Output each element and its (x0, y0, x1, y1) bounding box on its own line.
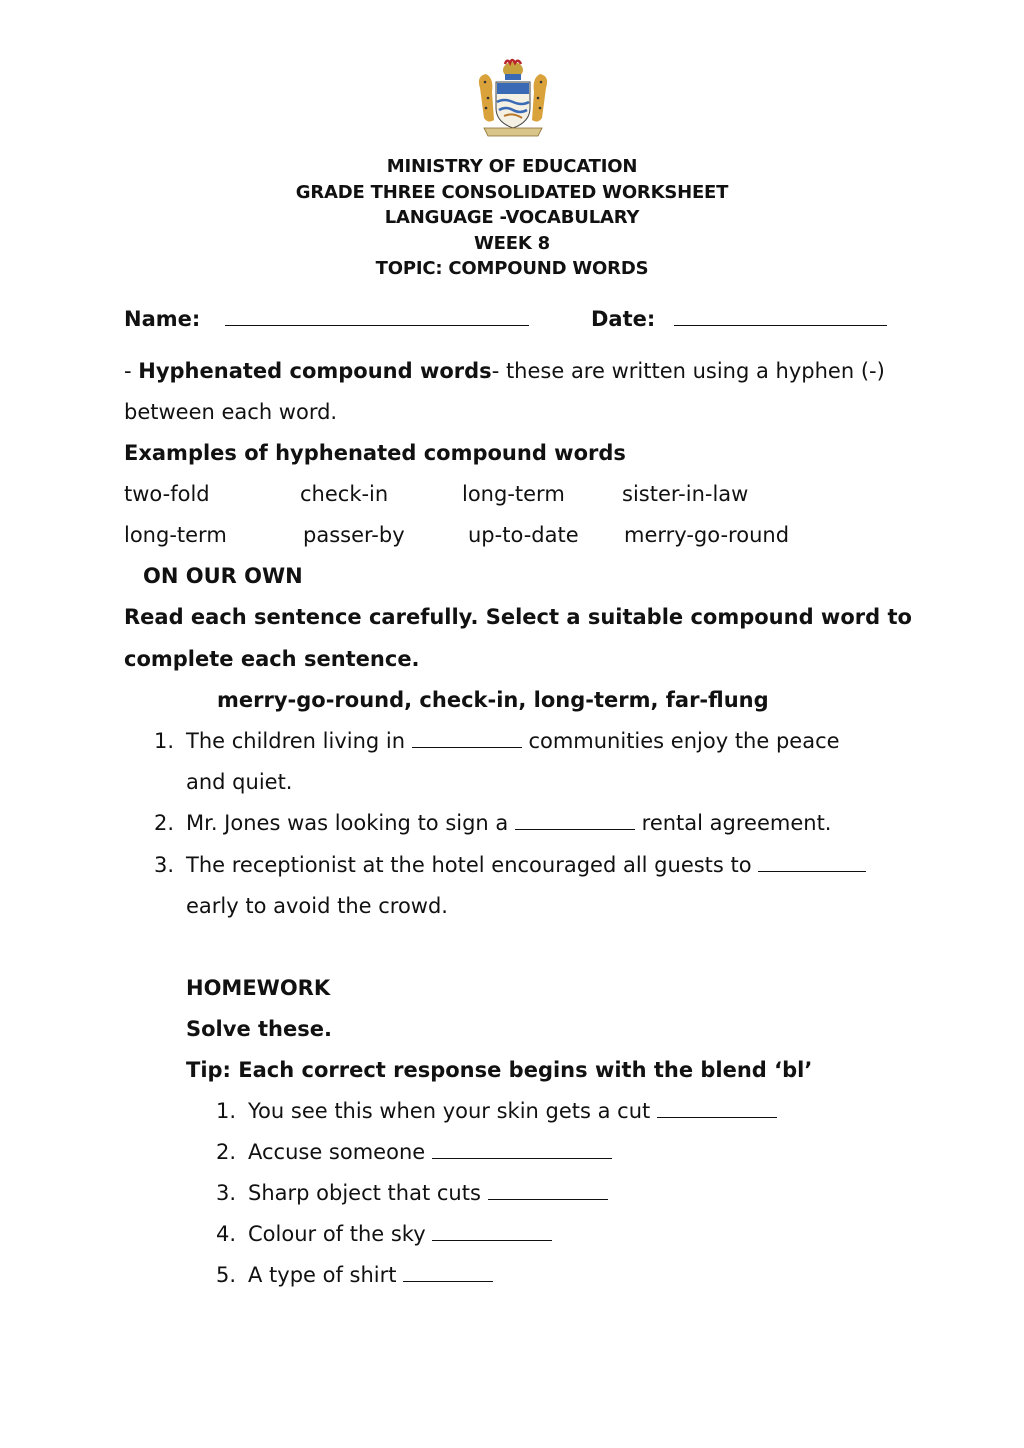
example-word: check-in (300, 482, 389, 506)
definition-text: - these are written using a hyphen (-) (491, 359, 885, 383)
item-number: 1. (215, 1099, 236, 1123)
sentence-text: rental agreement. (641, 811, 832, 835)
answer-blank[interactable] (403, 1263, 493, 1282)
homework-item (206, 1180, 608, 1206)
homework-text: A type of shirt (248, 1263, 397, 1287)
sentence-item (144, 728, 840, 754)
item-number: 5. (215, 1263, 236, 1287)
sentence-item (144, 810, 831, 836)
ministry-title: MINISTRY OF EDUCATION (386, 156, 638, 177)
answer-blank[interactable] (515, 811, 635, 830)
example-word: sister-in-law (622, 482, 749, 506)
definition-term: Hyphenated compound words (138, 359, 492, 383)
answer-blank[interactable] (412, 729, 522, 748)
example-word: up-to-date (468, 523, 579, 547)
answer-blank[interactable] (758, 853, 866, 872)
on-our-own-heading: ON OUR OWN (143, 564, 303, 588)
answer-blank[interactable] (432, 1140, 612, 1159)
instruction-line: Read each sentence carefully. Select a suitable compound word to (124, 605, 912, 629)
answer-blank[interactable] (432, 1222, 552, 1241)
date-field[interactable] (591, 306, 887, 332)
item-number: 2. (153, 811, 174, 835)
homework-item (206, 1221, 552, 1247)
examples-heading: Examples of hyphenated compound words (124, 441, 626, 465)
sentence-text: The children living in (186, 729, 406, 753)
week-title: WEEK 8 (474, 232, 550, 254)
example-word: merry-go-round (624, 523, 790, 547)
item-number: 1. (153, 729, 174, 753)
coat-of-arms-logo (474, 58, 552, 138)
name-field[interactable] (124, 306, 529, 332)
item-number: 2. (215, 1140, 236, 1164)
example-word: two-fold (124, 482, 210, 506)
worksheet-header (0, 154, 1024, 282)
answer-blank[interactable] (488, 1181, 608, 1200)
sentence-text: Mr. Jones was looking to sign a (186, 811, 509, 835)
date-blank[interactable] (674, 307, 887, 326)
definition-line (124, 358, 885, 384)
sentence-text: The receptionist at the hotel encouraged all guests to (186, 853, 752, 877)
sentence-continuation: and quiet. (186, 770, 293, 794)
homework-text: Colour of the sky (248, 1222, 426, 1246)
sentence-item (144, 852, 866, 878)
date-label: Date: (591, 307, 656, 331)
homework-text: You see this when your skin gets a cut (248, 1099, 651, 1123)
homework-text: Accuse someone (248, 1140, 426, 1164)
name-label: Name: (124, 307, 201, 331)
worksheet-title: GRADE THREE CONSOLIDATED WORKSHEET (295, 181, 729, 203)
example-word: long-term (124, 523, 227, 547)
item-number: 4. (215, 1222, 236, 1246)
word-bank: merry-go-round, check-in, long-term, far-flung (217, 688, 769, 712)
homework-heading: HOMEWORK (186, 976, 331, 1000)
topic-title: TOPIC: COMPOUND WORDS (375, 258, 649, 279)
instruction-line: complete each sentence. (124, 647, 420, 671)
sentence-text: communities enjoy the peace (528, 729, 840, 753)
example-word: long-term (462, 482, 565, 506)
homework-tip: Tip: Each correct response begins with the blend ‘bl’ (186, 1058, 813, 1082)
definition-continuation: between each word. (124, 400, 338, 424)
homework-item (206, 1139, 612, 1165)
homework-text: Sharp object that cuts (248, 1181, 481, 1205)
definition-dash: - (124, 359, 132, 383)
item-number: 3. (215, 1181, 236, 1205)
example-word: passer-by (303, 523, 405, 547)
homework-item (206, 1262, 493, 1288)
name-blank[interactable] (225, 307, 529, 326)
answer-blank[interactable] (657, 1099, 777, 1118)
homework-instruction: Solve these. (186, 1017, 332, 1041)
subject-title: LANGUAGE -VOCABULARY (384, 207, 640, 228)
homework-item (206, 1098, 777, 1124)
item-number: 3. (153, 853, 174, 877)
sentence-continuation: early to avoid the crowd. (186, 894, 448, 918)
